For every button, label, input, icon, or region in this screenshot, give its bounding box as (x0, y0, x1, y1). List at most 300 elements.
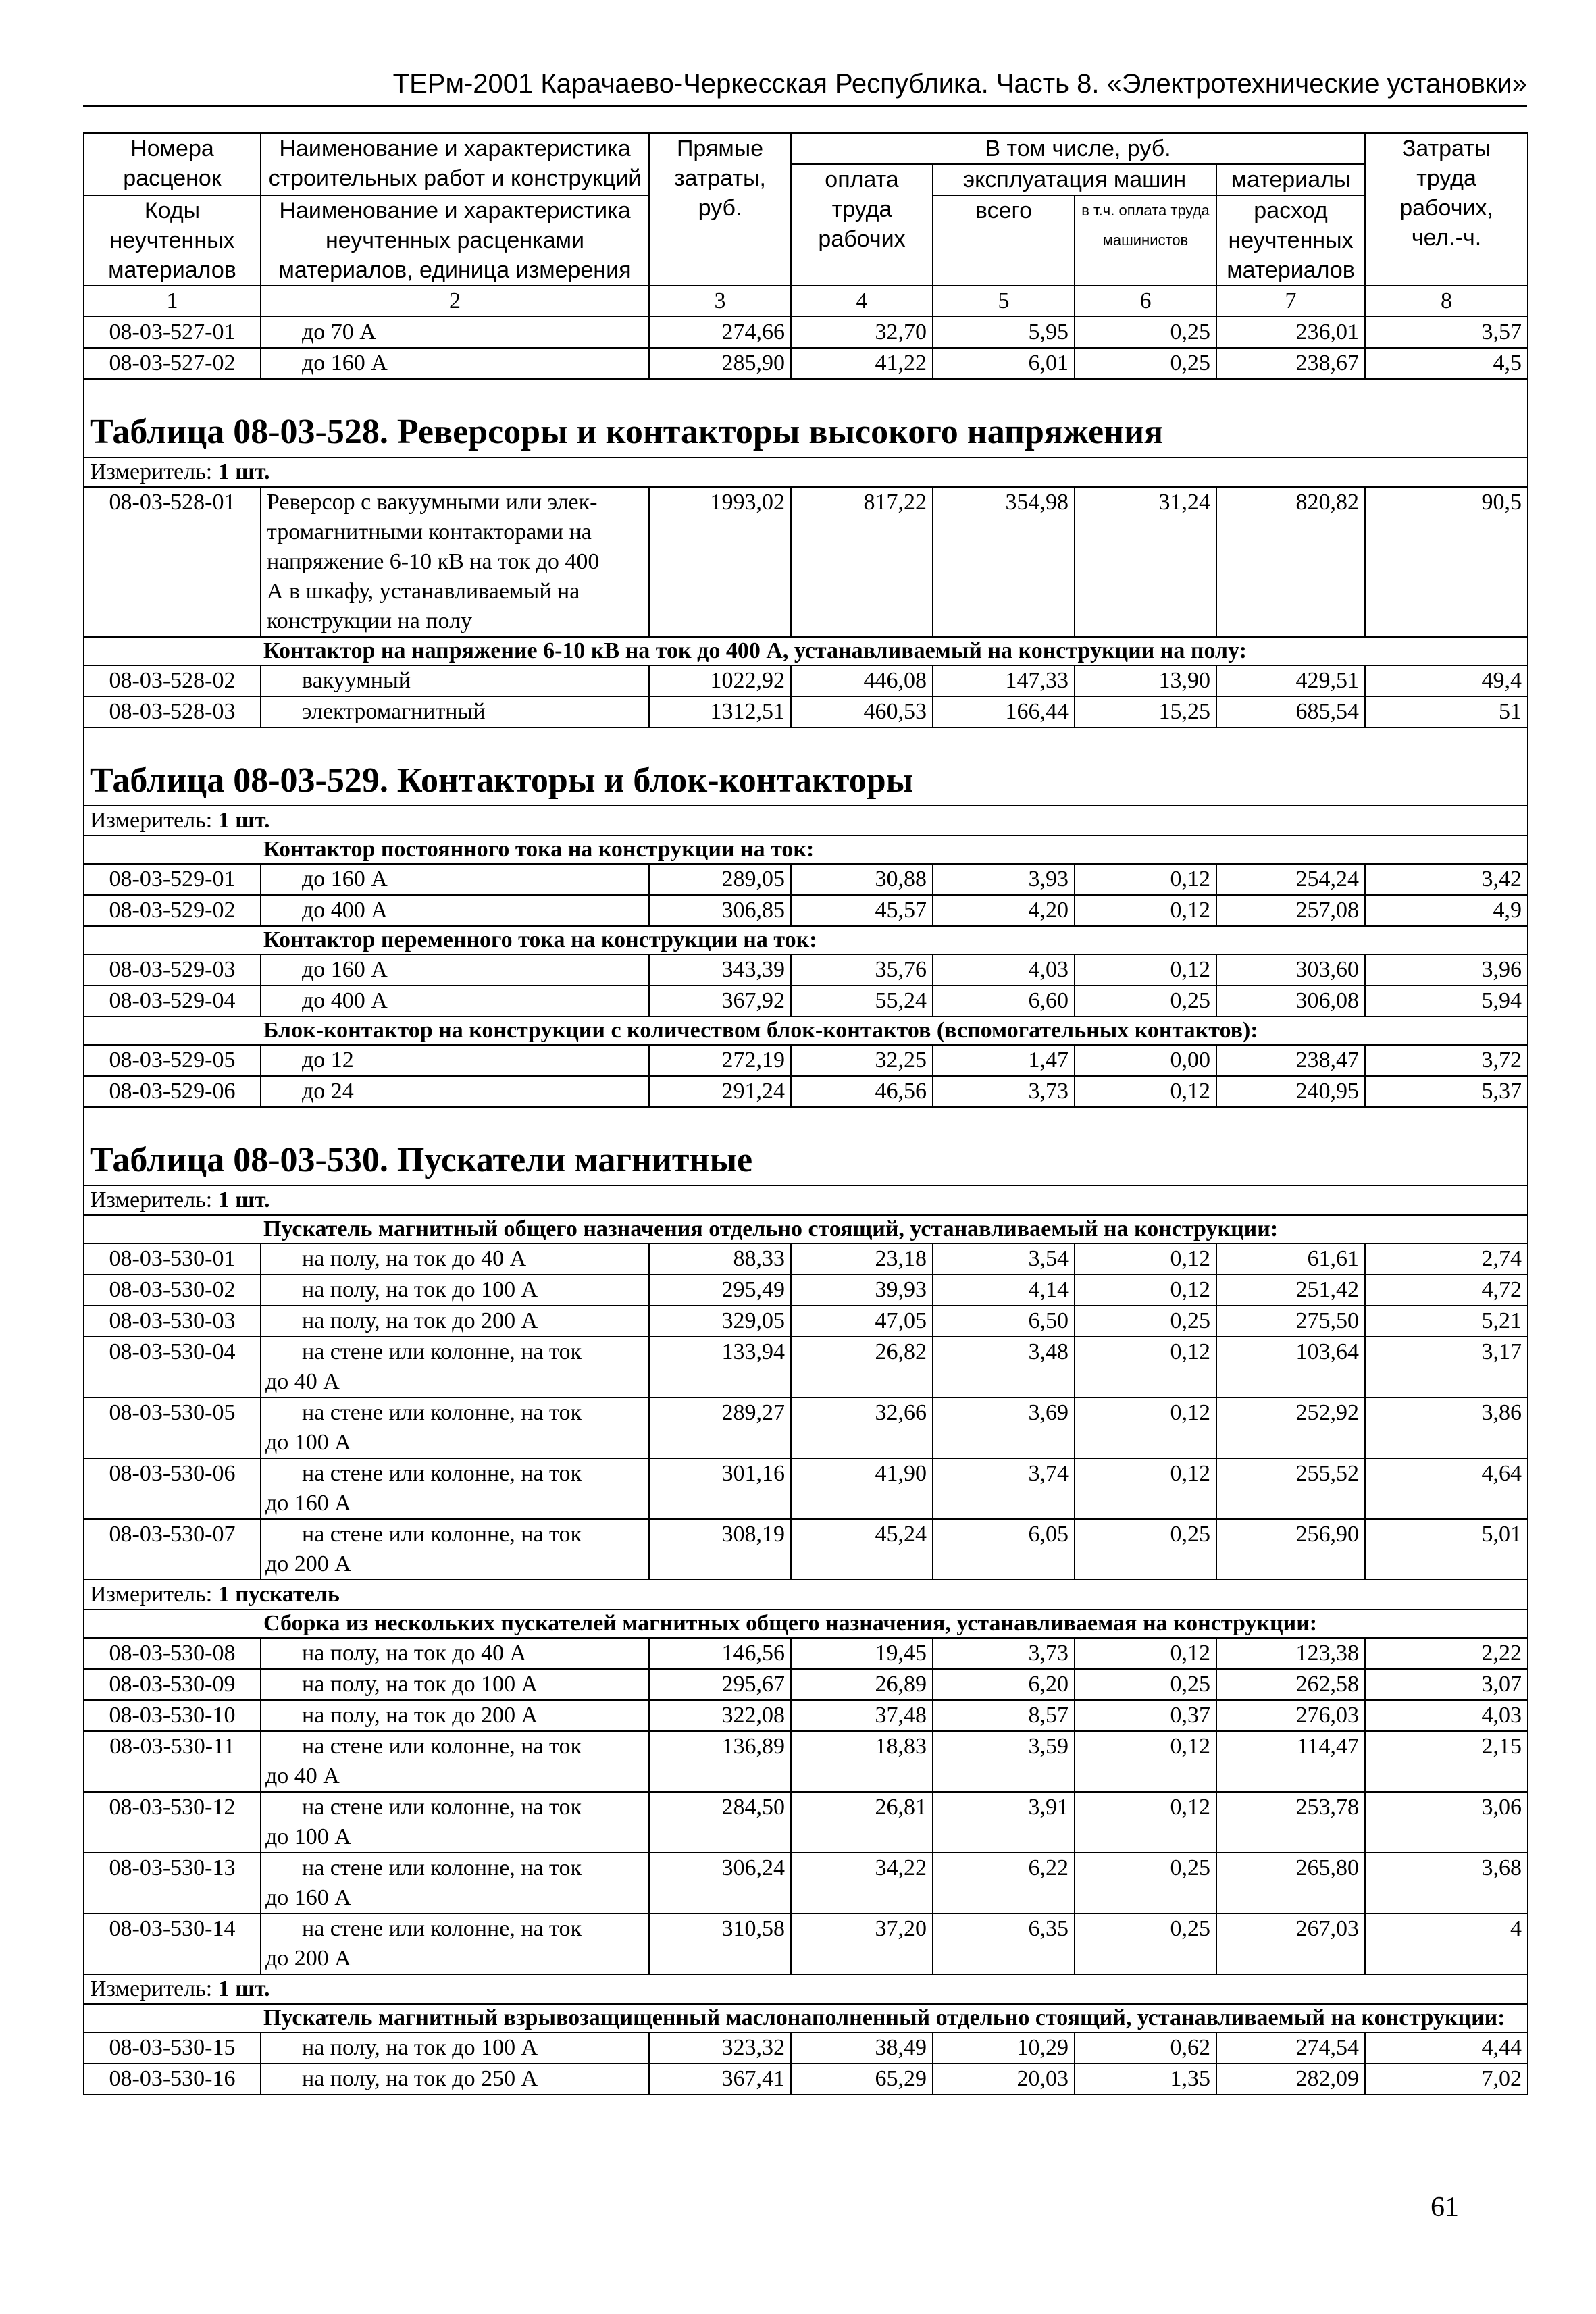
column-number: 2 (261, 286, 649, 317)
machinist-wages: 0,25 (1075, 985, 1216, 1017)
table-row (84, 954, 1528, 985)
materials: 103,64 (1216, 1337, 1365, 1397)
rate-name (261, 1397, 649, 1458)
materials: 236,01 (1216, 317, 1365, 348)
machinist-wages: 0,12 (1075, 1243, 1216, 1275)
machines-total: 6,20 (933, 1669, 1075, 1700)
group-row (84, 2004, 1528, 2032)
machinist-wages: 0,12 (1075, 1076, 1216, 1107)
table-row (84, 1337, 1528, 1397)
machines-total: 166,44 (933, 696, 1075, 727)
meter-value: 1 шт. (217, 808, 270, 833)
wages: 47,05 (791, 1306, 933, 1337)
meter-528 (84, 457, 1528, 487)
machines-total: 4,20 (933, 895, 1075, 926)
wages: 460,53 (791, 696, 933, 727)
materials: 303,60 (1216, 954, 1365, 985)
materials: 240,95 (1216, 1076, 1365, 1107)
wages: 18,83 (791, 1731, 933, 1792)
rate-name: до 160 А (261, 348, 649, 379)
wages: 37,20 (791, 1913, 933, 1974)
direct-cost: 1312,51 (649, 696, 791, 727)
wages: 32,70 (791, 317, 933, 348)
machines-total: 6,50 (933, 1306, 1075, 1337)
page-number: 61 (1431, 2192, 1459, 2223)
rate-code: 08-03-530-08 (84, 1638, 261, 1669)
labor: 4 (1365, 1913, 1528, 1974)
wages: 817,22 (791, 487, 933, 637)
machinist-wages: 0,12 (1075, 1337, 1216, 1397)
header-name-bottom: Наименование и характеристика неучтенных расценками материалов, единица измерения (261, 195, 649, 286)
machinist-wages: 0,12 (1075, 1275, 1216, 1306)
materials: 282,09 (1216, 2063, 1365, 2094)
machinist-wages: 0,12 (1075, 864, 1216, 895)
rate-code: 08-03-530-09 (84, 1669, 261, 1700)
rate-code: 08-03-530-01 (84, 1243, 261, 1275)
machinist-wages: 0,25 (1075, 1306, 1216, 1337)
materials: 255,52 (1216, 1458, 1365, 1519)
meter-530-3 (84, 1974, 1528, 2004)
rate-name-line: Реверсор с вакуумными или элек- (267, 490, 598, 515)
rate-name: до 12 (261, 1045, 649, 1076)
machinist-wages: 0,00 (1075, 1045, 1216, 1076)
meter-label: Измеритель: (90, 1976, 213, 2001)
rate-code: 08-03-530-10 (84, 1700, 261, 1731)
rate-code: 08-03-530-12 (84, 1792, 261, 1853)
rate-name (261, 1792, 649, 1853)
machines-total: 5,95 (933, 317, 1075, 348)
wages: 19,45 (791, 1638, 933, 1669)
direct-cost: 323,32 (649, 2032, 791, 2063)
rate-code: 08-03-528-02 (84, 665, 261, 696)
wages: 446,08 (791, 665, 933, 696)
direct-cost: 284,50 (649, 1792, 791, 1853)
direct-cost: 289,05 (649, 864, 791, 895)
table-row (84, 487, 1528, 637)
wages: 26,89 (791, 1669, 933, 1700)
wages: 45,24 (791, 1519, 933, 1580)
rate-name-line: до 100 А (265, 1824, 351, 1849)
header-code-top: Номера расценок (84, 133, 261, 195)
table-row (84, 864, 1528, 895)
labor: 5,21 (1365, 1306, 1528, 1337)
materials: 429,51 (1216, 665, 1365, 696)
rate-code: 08-03-530-13 (84, 1853, 261, 1913)
meter-label: Измеритель: (90, 459, 213, 484)
machines-total: 3,93 (933, 864, 1075, 895)
materials: 820,82 (1216, 487, 1365, 637)
materials: 238,47 (1216, 1045, 1365, 1076)
labor: 3,86 (1365, 1397, 1528, 1458)
machinist-wages: 0,25 (1075, 1669, 1216, 1700)
meter-row (84, 457, 1528, 487)
rate-code: 08-03-528-03 (84, 696, 261, 727)
direct-cost: 306,85 (649, 895, 791, 926)
meter-row (84, 806, 1528, 835)
wages: 23,18 (791, 1243, 933, 1275)
machinist-wages: 0,62 (1075, 2032, 1216, 2063)
table-row (84, 348, 1528, 379)
rate-name-line: до 40 А (265, 1369, 340, 1394)
labor: 49,4 (1365, 665, 1528, 696)
rate-name (261, 487, 649, 637)
machines-total: 147,33 (933, 665, 1075, 696)
materials: 123,38 (1216, 1638, 1365, 1669)
table-row (84, 696, 1528, 727)
direct-cost: 291,24 (649, 1076, 791, 1107)
materials: 253,78 (1216, 1792, 1365, 1853)
rate-name-line: на стене или колонне, на ток (302, 1734, 582, 1759)
machinist-wages: 0,12 (1075, 895, 1216, 926)
direct-cost: 88,33 (649, 1243, 791, 1275)
labor: 5,94 (1365, 985, 1528, 1017)
labor: 2,15 (1365, 1731, 1528, 1792)
wages: 32,66 (791, 1397, 933, 1458)
spacer (84, 1107, 1528, 1132)
table-row (84, 1076, 1528, 1107)
header-wages: оплата труда рабочих (791, 164, 933, 286)
rate-code: 08-03-530-15 (84, 2032, 261, 2063)
rate-name-line: до 200 А (265, 1946, 351, 1971)
labor: 3,96 (1365, 954, 1528, 985)
group-heading: Пускатель магнитный общего назначения отдельно стоящий, устанавливаемый на конструкции: (84, 1215, 1528, 1243)
table-row (84, 665, 1528, 696)
rate-name: до 400 А (261, 985, 649, 1017)
rate-name (261, 1913, 649, 1974)
rate-code: 08-03-530-02 (84, 1275, 261, 1306)
group-row (84, 835, 1528, 864)
column-number: 6 (1075, 286, 1216, 317)
column-number: 4 (791, 286, 933, 317)
rate-name: на полу, на ток до 200 А (261, 1306, 649, 1337)
meter-value: 1 шт. (217, 459, 270, 484)
rate-code: 08-03-529-05 (84, 1045, 261, 1076)
labor: 4,72 (1365, 1275, 1528, 1306)
machines-total: 6,35 (933, 1913, 1075, 1974)
column-number: 3 (649, 286, 791, 317)
machinist-wages: 0,12 (1075, 1638, 1216, 1669)
table-row (84, 1519, 1528, 1580)
rate-code: 08-03-529-01 (84, 864, 261, 895)
meter-529 (84, 806, 1528, 835)
labor: 4,64 (1365, 1458, 1528, 1519)
table-row (84, 1731, 1528, 1792)
rate-name: до 70 А (261, 317, 649, 348)
group-heading: Контактор постоянного тока на конструкции на ток: (84, 835, 1528, 864)
direct-cost: 1022,92 (649, 665, 791, 696)
direct-cost: 343,39 (649, 954, 791, 985)
materials: 276,03 (1216, 1700, 1365, 1731)
column-number: 7 (1216, 286, 1365, 317)
group-row (84, 1017, 1528, 1045)
meter-value: 1 шт. (217, 1187, 270, 1212)
machinist-wages: 0,25 (1075, 1913, 1216, 1974)
rate-name: до 160 А (261, 864, 649, 895)
labor: 7,02 (1365, 2063, 1528, 2094)
meter-530-1 (84, 1185, 1528, 1215)
direct-cost: 133,94 (649, 1337, 791, 1397)
machinist-wages: 0,12 (1075, 1458, 1216, 1519)
wages: 37,48 (791, 1700, 933, 1731)
table-row (84, 1045, 1528, 1076)
labor: 3,72 (1365, 1045, 1528, 1076)
rate-name-line: на стене или колонне, на ток (302, 1795, 582, 1820)
rate-code: 08-03-528-01 (84, 487, 261, 637)
materials: 238,67 (1216, 348, 1365, 379)
machines-total: 1,47 (933, 1045, 1075, 1076)
machines-total: 354,98 (933, 487, 1075, 637)
table-row (84, 895, 1528, 926)
spacer (84, 727, 1528, 752)
rate-name: на полу, на ток до 100 А (261, 2032, 649, 2063)
materials: 267,03 (1216, 1913, 1365, 1974)
machines-total: 3,54 (933, 1243, 1075, 1275)
materials: 306,08 (1216, 985, 1365, 1017)
header-rule (83, 105, 1527, 107)
table-row (84, 1700, 1528, 1731)
machines-total: 6,01 (933, 348, 1075, 379)
table-row (84, 1669, 1528, 1700)
materials: 262,58 (1216, 1669, 1365, 1700)
machines-total: 3,48 (933, 1337, 1075, 1397)
machines-total: 10,29 (933, 2032, 1075, 2063)
rate-name-line: на стене или колонне, на ток (302, 1400, 582, 1425)
machinist-wages: 0,25 (1075, 1853, 1216, 1913)
labor: 3,17 (1365, 1337, 1528, 1397)
materials: 252,92 (1216, 1397, 1365, 1458)
table-title (84, 404, 1528, 457)
rate-name-line: до 100 А (265, 1430, 351, 1455)
materials: 61,61 (1216, 1243, 1365, 1275)
machinist-wages: 15,25 (1075, 696, 1216, 727)
rate-name-line: до 40 А (265, 1764, 340, 1789)
materials: 275,50 (1216, 1306, 1365, 1337)
materials: 265,80 (1216, 1853, 1365, 1913)
wages: 35,76 (791, 954, 933, 985)
machines-total: 6,22 (933, 1853, 1075, 1913)
rate-code: 08-03-530-03 (84, 1306, 261, 1337)
rate-code: 08-03-530-11 (84, 1731, 261, 1792)
table-title-528: Таблица 08-03-528. Реверсоры и контакторы высокого напряжения (84, 404, 1528, 457)
materials: 254,24 (1216, 864, 1365, 895)
header-incl: В том числе, руб. (791, 133, 1365, 164)
meter-label: Измеритель: (90, 1582, 213, 1607)
rate-code: 08-03-530-05 (84, 1397, 261, 1458)
wages: 45,57 (791, 895, 933, 926)
wages: 26,82 (791, 1337, 933, 1397)
rate-name-line: на стене или колонне, на ток (302, 1855, 582, 1880)
header-mach-wages: в т.ч. оплата труда машинистов (1075, 195, 1216, 286)
rate-code: 08-03-530-04 (84, 1337, 261, 1397)
machinist-wages: 31,24 (1075, 487, 1216, 637)
labor: 2,22 (1365, 1638, 1528, 1669)
rate-name-line: до 200 А (265, 1551, 351, 1576)
machines-total: 4,03 (933, 954, 1075, 985)
rate-name: на полу, на ток до 100 А (261, 1669, 649, 1700)
table-row (84, 1792, 1528, 1853)
rate-name (261, 1853, 649, 1913)
table-row (84, 1275, 1528, 1306)
table-row (84, 985, 1528, 1017)
rate-name: электромагнитный (261, 696, 649, 727)
materials: 251,42 (1216, 1275, 1365, 1306)
meter-row (84, 1185, 1528, 1215)
rate-name: на полу, на ток до 40 А (261, 1638, 649, 1669)
rate-code: 08-03-529-04 (84, 985, 261, 1017)
labor: 5,37 (1365, 1076, 1528, 1107)
meter-value: 1 пускатель (217, 1582, 340, 1607)
header-direct: Прямые затраты, руб. (649, 133, 791, 286)
machinist-wages: 0,25 (1075, 317, 1216, 348)
machinist-wages: 0,12 (1075, 1792, 1216, 1853)
direct-cost: 306,24 (649, 1853, 791, 1913)
wages: 55,24 (791, 985, 933, 1017)
table-row (84, 1638, 1528, 1669)
table-row (84, 1913, 1528, 1974)
materials: 114,47 (1216, 1731, 1365, 1792)
rate-name: на полу, на ток до 250 А (261, 2063, 649, 2094)
column-number: 8 (1365, 286, 1528, 317)
machinist-wages: 0,37 (1075, 1700, 1216, 1731)
rate-name-line: А в шкафу, устанавливаемый на (267, 579, 580, 604)
group-row (84, 1215, 1528, 1243)
rate-name-line: тромагнитными контакторами на (267, 519, 592, 544)
table-row (84, 2063, 1528, 2094)
wages: 65,29 (791, 2063, 933, 2094)
labor: 3,42 (1365, 864, 1528, 895)
labor: 3,68 (1365, 1853, 1528, 1913)
direct-cost: 329,05 (649, 1306, 791, 1337)
direct-cost: 274,66 (649, 317, 791, 348)
rate-name-line: напряжение 6-10 кВ на ток до 400 (267, 549, 600, 574)
rate-name-line: на стене или колонне, на ток (302, 1461, 582, 1486)
direct-cost: 272,19 (649, 1045, 791, 1076)
meter-value: 1 шт. (217, 1976, 270, 2001)
labor: 4,44 (1365, 2032, 1528, 2063)
rate-name-line: до 160 А (265, 1491, 351, 1516)
header-labor: Затраты труда рабочих, чел.-ч. (1365, 133, 1528, 286)
column-number: 5 (933, 286, 1075, 317)
machinist-wages: 1,35 (1075, 2063, 1216, 2094)
header-name-top: Наименование и характеристика строительных работ и конструкций (261, 133, 649, 195)
labor: 4,5 (1365, 348, 1528, 379)
wages: 46,56 (791, 1076, 933, 1107)
rate-name-line: на стене или колонне, на ток (302, 1522, 582, 1547)
direct-cost: 322,08 (649, 1700, 791, 1731)
table-row (84, 317, 1528, 348)
rate-name (261, 1731, 649, 1792)
machinist-wages: 0,12 (1075, 1397, 1216, 1458)
labor: 3,06 (1365, 1792, 1528, 1853)
machinist-wages: 0,25 (1075, 1519, 1216, 1580)
header-materials-group: материалы (1216, 164, 1365, 195)
meter-row (84, 1974, 1528, 2004)
wages: 38,49 (791, 2032, 933, 2063)
header-machines: эксплуатация машин (933, 164, 1216, 195)
direct-cost: 146,56 (649, 1638, 791, 1669)
rate-name-line: на стене или колонне, на ток (302, 1339, 582, 1364)
table-title (84, 752, 1528, 806)
direct-cost: 295,49 (649, 1275, 791, 1306)
header-materials: расход неучтенных материалов (1216, 195, 1365, 286)
table-row (84, 1458, 1528, 1519)
meter-530-2 (84, 1580, 1528, 1610)
rate-name (261, 1337, 649, 1397)
group-row (84, 1610, 1528, 1638)
direct-cost: 367,41 (649, 2063, 791, 2094)
machines-total: 6,60 (933, 985, 1075, 1017)
machines-total: 3,73 (933, 1638, 1075, 1669)
rate-code: 08-03-529-02 (84, 895, 261, 926)
rate-name-line: на стене или колонне, на ток (302, 1916, 582, 1941)
table-row (84, 2032, 1528, 2063)
group-heading: Блок-контактор на конструкции с количеством блок-контактов (вспомогательных контактов): (84, 1017, 1528, 1045)
materials: 685,54 (1216, 696, 1365, 727)
table-row (84, 1306, 1528, 1337)
materials: 257,08 (1216, 895, 1365, 926)
labor: 51 (1365, 696, 1528, 727)
machinist-wages: 13,90 (1075, 665, 1216, 696)
header-mach-total: всего (933, 195, 1075, 286)
machines-total: 3,73 (933, 1076, 1075, 1107)
direct-cost: 136,89 (649, 1731, 791, 1792)
rate-name (261, 1458, 649, 1519)
table-row (84, 1853, 1528, 1913)
rate-code: 08-03-527-02 (84, 348, 261, 379)
rate-name: вакуумный (261, 665, 649, 696)
column-number: 1 (84, 286, 261, 317)
rate-name-line: конструкции на полу (267, 609, 473, 634)
machines-total: 3,69 (933, 1397, 1075, 1458)
group-heading: Пускатель магнитный взрывозащищенный маслонаполненный отдельно стоящий, устанавливаемый на конструкции: (84, 2004, 1528, 2032)
wages: 41,22 (791, 348, 933, 379)
wages: 39,93 (791, 1275, 933, 1306)
header-row (84, 133, 1528, 164)
meter-label: Измеритель: (90, 1187, 213, 1212)
direct-cost: 367,92 (649, 985, 791, 1017)
direct-cost: 289,27 (649, 1397, 791, 1458)
group-heading: Контактор переменного тока на конструкции на ток: (84, 926, 1528, 954)
machines-total: 3,91 (933, 1792, 1075, 1853)
wages: 41,90 (791, 1458, 933, 1519)
wages: 32,25 (791, 1045, 933, 1076)
table-row (84, 1243, 1528, 1275)
rate-code: 08-03-530-16 (84, 2063, 261, 2094)
rate-code: 08-03-529-03 (84, 954, 261, 985)
rate-name-line: до 160 А (265, 1885, 351, 1910)
column-numbers-row (84, 286, 1528, 317)
labor: 3,57 (1365, 317, 1528, 348)
table-title (84, 1132, 1528, 1185)
direct-cost: 285,90 (649, 348, 791, 379)
group-row (84, 926, 1528, 954)
group-heading: Сборка из нескольких пускателей магнитных общего назначения, устанавливаемая на конструкции: (84, 1610, 1528, 1638)
labor: 4,9 (1365, 895, 1528, 926)
rate-code: 08-03-527-01 (84, 317, 261, 348)
direct-cost: 295,67 (649, 1669, 791, 1700)
machinist-wages: 0,12 (1075, 1731, 1216, 1792)
rate-name: до 24 (261, 1076, 649, 1107)
table-title-530: Таблица 08-03-530. Пускатели магнитные (84, 1132, 1528, 1185)
meter-label: Измеритель: (90, 808, 213, 833)
wages: 26,81 (791, 1792, 933, 1853)
rate-name (261, 1519, 649, 1580)
labor: 4,03 (1365, 1700, 1528, 1731)
running-head: ТЕРм-2001 Карачаево-Черкесская Республика. Часть 8. «Электротехнические установки» (392, 69, 1527, 99)
machines-total: 8,57 (933, 1700, 1075, 1731)
spacer (84, 379, 1528, 404)
labor: 5,01 (1365, 1519, 1528, 1580)
